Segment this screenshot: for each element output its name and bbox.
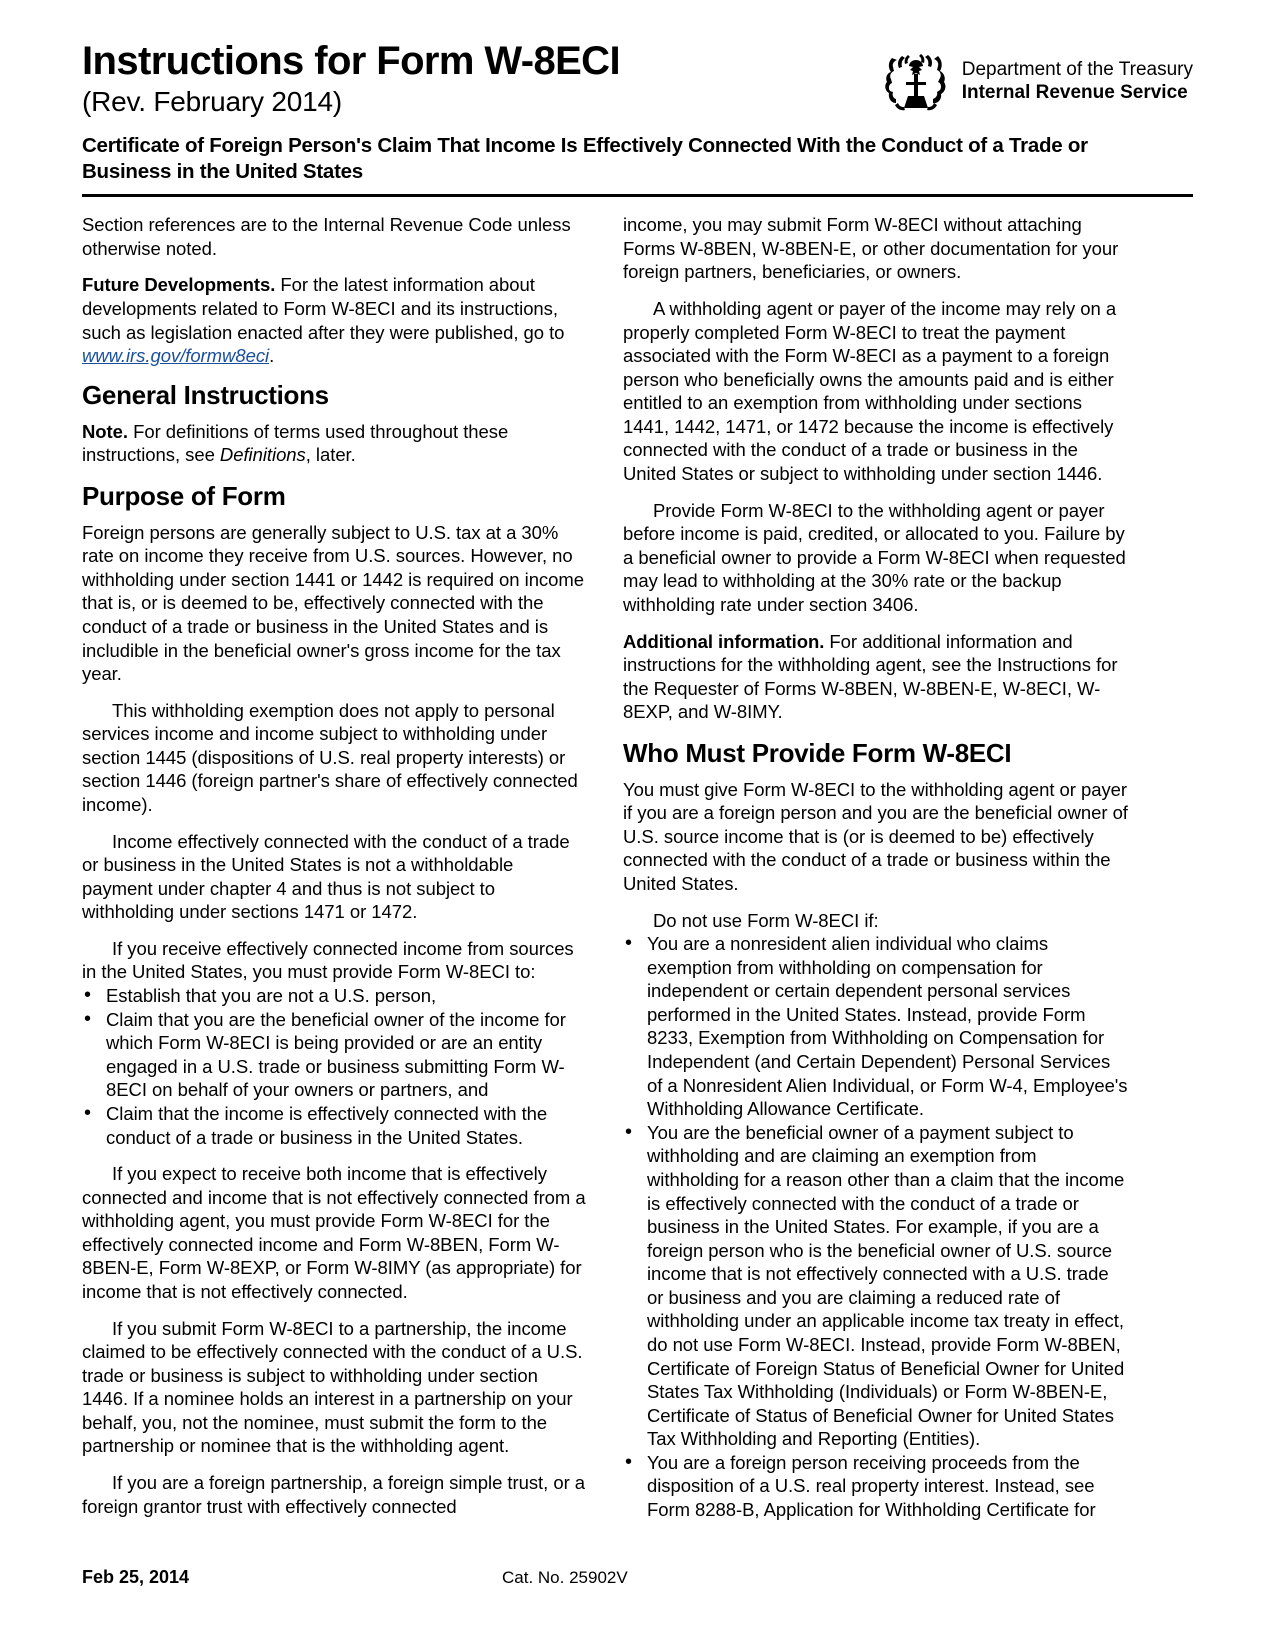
continuation-paragraph-3: Provide Form W-8ECI to the withholding agent or payer before income is paid, credited, or allocated to you. Failure by a beneficial owner to provide a Form W-8ECI when requested may lead to withholding at the 30% rate or the backup withholding rate under section 3406. [623,499,1126,615]
purpose-paragraph-7: If you are a foreign partnership, a foreign simple trust, or a foreign grantor trust with effectively connected [82,1472,586,1517]
note-text-a: For definitions of terms used throughout these instructions, see [82,420,509,466]
additional-information-label: Additional information. [623,630,825,652]
document-footer [82,1567,1193,1588]
two-column-body [82,213,1193,1531]
agency-department: Department of the Treasury [961,59,1193,80]
note-label: Note. [82,420,129,442]
additional-information-text: For additional information and instructions for the withholding agent, see the Instructions for the Requester of Forms W-8BEN, W-8BEN-E, W-8ECI, W-8EXP, and W-8IMY. [623,630,1118,723]
purpose-paragraph-6: If you submit Form W-8ECI to a partnership, the income claimed to be effectively connected with the conduct of a U.S. trade or business is subject to withholding under section 1446. If a nominee holds an interest in a partnership on your behalf, you, not the nominee, must submit the form to the partnership or nominee that is the withholding agent. [82,1317,583,1457]
revision-date: (Rev. February 2014) [82,86,343,118]
document-header [82,40,1193,119]
purpose-paragraph-5: If you expect to receive both income that is effectively connected and income that is not effectively connected from a withholding agent, you must provide Form W-8ECI for the effectively connected income and Form W-8BEN, Form W-8BEN-E, Form W-8EXP, or Form W-8IMY (as appropriate) for income that is not effectively connected. [82,1163,586,1302]
list-item: • You are a nonresident alien individual who claims exemption from withholding on compensation for independent or certain dependent personal services performed in the United States. Instead, provide Form 8233, Exemption from Withholding on Compensation for Independent (and Certain Dependent) Personal Services of a Nonresident Alien Individual, or Form W-4, Employee's Withholding Allowance Certificate. [623,932,1128,1121]
note-text-b: , later. [305,444,356,466]
list-item: • You are a foreign person receiving proceeds from the disposition of a U.S. real property interest. Instead, see Form 8288-B, Application for Withholding Certificate for [623,1451,1128,1522]
header-title-block [82,40,620,119]
purpose-paragraph-1: Foreign persons are generally subject to U.S. tax at a 30% rate on income they receive from U.S. sources. However, no withholding under section 1441 or 1442 is required on income that is, or is deemed to be, effectively connected with the conduct of a trade or business in the United States and is includible in the beneficial owner's gross income for the tax year. [82,521,584,685]
footer-date: Feb 25, 2014 [82,1567,190,1587]
agency-name: Internal Revenue Service [961,82,1188,104]
heading-who-must-provide: Who Must Provide Form W-8ECI [623,737,1012,768]
continuation-paragraph-1: income, you may submit Form W-8ECI without attaching Forms W-8BEN, W-8BEN-E, or other documentation for your foreign partners, beneficiaries, or owners. [623,214,1119,283]
definitions-reference: Definitions [219,444,306,466]
future-developments-text: For the latest information about developments related to Form W-8ECI and its instructions, such as legislation enacted after they were published, go to [82,274,565,343]
right-column [623,213,1128,1531]
purpose-paragraph-4: If you receive effectively connected income from sources in the United States, you must provide Form W-8ECI to: [82,937,574,983]
agency-block [882,52,1193,119]
header-divider [82,194,1193,197]
continuation-paragraph-2: A withholding agent or payer of the income may rely on a properly completed Form W-8ECI to treat the payment associated with the Form W-8ECI as a payment to a foreign person who beneficially owns the amounts paid and is either entitled to an exemption from withholding under sections 1441, 1442, 1471, or 1472 because the income is effectively connected with the conduct of a trade or business in the United States or subject to withholding under section 1446. [623,297,1117,485]
list-item: • Establish that you are not a U.S. person, [82,984,587,1008]
agency-text [962,52,1193,104]
future-developments-tail: . [269,345,275,367]
irs-formw8eci-link[interactable]: www.irs.gov/formw8eci [82,345,270,367]
section-references-paragraph: Section references are to the Internal Revenue Code unless otherwise noted. [82,214,571,259]
heading-general-instructions: General Instructions [82,379,329,410]
left-column [82,213,587,1531]
list-item: • Claim that you are the beneficial owner of the income for which Form W-8ECI is being provided or are an entity engaged in a U.S. trade or business submitting Form W-8ECI on behalf of your owners or partners, and [82,1008,587,1102]
list-item: • You are the beneficial owner of a payment subject to withholding and are claiming an exemption from withholding for a reason other than a claim that the income is effectively connected with the conduct of a trade or business in the United States. For example, if you are a foreign person who is the beneficial owner of U.S. source income that is not effectively connected with a U.S. trade or business and you are claiming a reduced rate of withholding under an applicable income tax treaty in effect, do not use Form W-8ECI. Instead, provide Form W-8BEN, Certificate of Foreign Status of Beneficial Owner for United States Tax Withholding (Individuals) or Form W-8BEN-E, Certificate of Status of Beneficial Owner for United States Tax Withholding and Reporting (Entities). [623,1121,1128,1451]
future-developments-label: Future Developments. [82,274,276,296]
who-must-paragraph-1: You must give Form W-8ECI to the withholding agent or payer if you are a foreign person and you are the beneficial owner of U.S. source income that is (or is deemed to be) effectively connected with the conduct of a trade or business within the United States. [623,778,1128,895]
page-title: Instructions for Form W-8ECI [82,39,620,83]
list-item: • Claim that the income is effectively connected with the conduct of a trade or business in the United States. [82,1102,587,1149]
purpose-paragraph-2: This withholding exemption does not apply to personal services income and income subject to withholding under section 1445 (dispositions of U.S. real property interests) or section 1446 (foreign partner's share of effectively connected income). [82,699,578,816]
additional-information-paragraph [623,630,1128,724]
purpose-paragraph-3: Income effectively connected with the conduct of a trade or business in the United States is not a withholdable payment under chapter 4 and thus is not subject to withholding under sections 1471 or 1472. [82,830,570,923]
do-not-use-intro: Do not use Form W-8ECI if: [653,909,879,931]
irs-eagle-scales-seal-icon [882,52,950,119]
heading-purpose-of-form: Purpose of Form [82,480,286,511]
note-paragraph [82,420,587,467]
document-subtitle: Certificate of Foreign Person's Claim That Income Is Effectively Connected With the Conduct of a Trade or Business in the United States [82,134,1088,183]
footer-catalog-number: Cat. No. 25902V [502,1568,628,1587]
future-developments-paragraph [82,273,587,367]
